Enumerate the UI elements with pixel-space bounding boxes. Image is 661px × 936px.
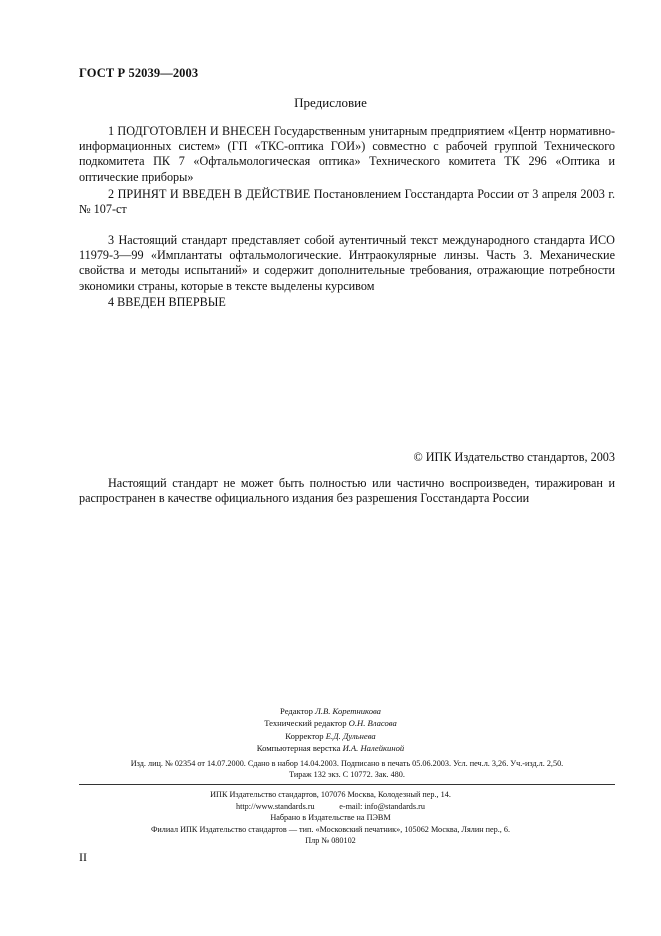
page-number: II: [79, 850, 87, 864]
credit-editor: [0, 705, 661, 717]
typesetting-note: Набрано в Издательстве на ПЭВМ: [270, 813, 391, 823]
imprint-line-2: Тираж 132 экз. С 10772. Зак. 480.: [289, 770, 405, 779]
credit-technical-editor: [0, 717, 661, 729]
preface-paragraph-3: 3 Настоящий стандарт представляет собой аутентичный текст международного стандарта ИСО 11979-3—99 «Имплантаты офтальмологические. Интраокулярные линзы. Часть 3. Механические свойства и методы испытаний» и содержит дополнительные требования, отражающие потребности экономики страны, которые в тексте выделены курсивом: [79, 233, 615, 293]
preface-title: Предисловие: [294, 95, 367, 110]
credit-layout: [0, 742, 661, 754]
reproduction-notice: Настоящий стандарт не может быть полностью или частично воспроизведен, тиражирован и распространен в качестве официального издания без разрешения Госстандарта России: [79, 476, 615, 506]
publisher-block: [0, 789, 661, 847]
credit-role: Компьютерная верстка: [256, 743, 341, 754]
credit-role: Технический редактор: [264, 718, 347, 729]
credit-name: О.Н. Власова: [348, 718, 397, 729]
document-code: ГОСТ Р 52039—2003: [79, 66, 199, 80]
preface-paragraph-2: 2 ПРИНЯТ И ВВЕДЕН В ДЕЙСТВИЕ Постановлением Госстандарта России от 3 апреля 2003 г. № 107-ст: [79, 187, 615, 217]
publisher-address: ИПК Издательство стандартов, 107076 Москва, Колодезный пер., 14.: [210, 790, 451, 799]
publisher-contacts: [0, 801, 661, 813]
printer-license: Плр № 080102: [305, 836, 356, 846]
imprint-line-1: Изд. лиц. № 02354 от 14.07.2000. Сдано в набор 14.04.2003. Подписано в печать 05.06.2003. Усл. печ.л. 3,26. Уч.-изд.л. 2,50.: [130, 759, 564, 768]
credit-name: Е.Д. Дульнева: [325, 730, 376, 741]
credit-name: Л.В. Коретникова: [315, 706, 381, 716]
credit-name: И.А. Налейкиной: [342, 743, 405, 754]
preface-paragraph-4: 4 ВВЕДЕН ВПЕРВЫЕ: [108, 295, 226, 309]
credits-block: [0, 705, 661, 755]
divider-rule: [79, 784, 615, 785]
printer-address: Филиал ИПК Издательство стандартов — тип. «Московский печатник», 105062 Москва, Лялин пер., 6.: [150, 824, 511, 834]
credit-role: Корректор: [285, 730, 324, 741]
copyright-line: © ИПК Издательство стандартов, 2003: [413, 450, 615, 464]
publisher-email[interactable]: e-mail: info@standards.ru: [339, 801, 425, 811]
credit-role: Редактор: [280, 706, 313, 716]
publisher-website[interactable]: http://www.standards.ru: [236, 801, 315, 811]
imprint-block: [79, 758, 615, 780]
credit-proofreader: [0, 730, 661, 742]
preface-paragraph-1: 1 ПОДГОТОВЛЕН И ВНЕСЕН Государственным унитарным предприятием «Центр нормативно-информационных систем» (ГП «ТКС-оптика ГОИ») совместно с рабочей группой Технического подкомитета ПК 7 «Офтальмологическая оптика» Технического комитета ТК 296 «Оптика и оптические приборы»: [79, 124, 615, 184]
